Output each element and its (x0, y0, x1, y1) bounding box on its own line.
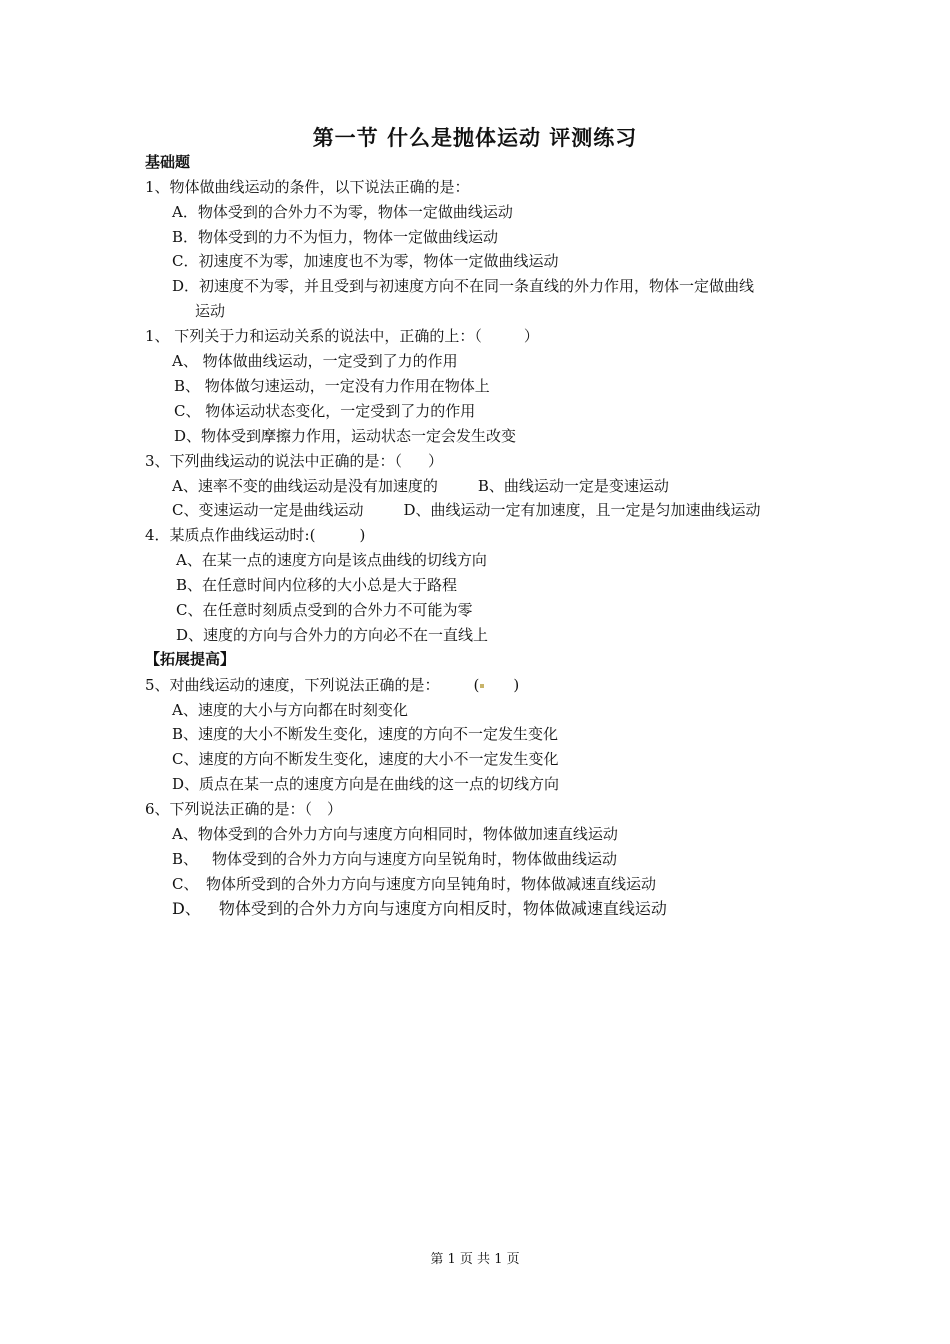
question-6-option-b-label: B、 (172, 850, 199, 868)
question-1-option-d-continued: 运动 (195, 302, 226, 320)
question-5-option-d (172, 774, 559, 794)
question-3-stem (145, 451, 443, 471)
question-6-option-c: C、 物体所受到的合外力方向与速度方向呈钝角时，物体做减速直线运动 (172, 875, 656, 893)
question-3-row-2 (172, 500, 761, 520)
question-3-row-1 (172, 476, 669, 496)
question-3-stem-text: 3、下列曲线运动的说法中正确的是：（ (145, 452, 403, 470)
question-4-option-c: C、在任意时刻质点受到的合外力不可能为零 (176, 601, 473, 619)
question-3-option-c: C、变速运动一定是曲线运动 (172, 501, 364, 519)
question-5-option-a: A、速度的大小与方向都在时刻变化 (172, 701, 408, 719)
question-5-stem (145, 675, 519, 695)
question-6-option-d-text: 物体受到的合外力方向与速度方向相反时，物体做减速直线运动 (218, 899, 667, 918)
question-5-option-c: C、速度的方向不断发生变化，速度的大小不一定发生变化 (172, 750, 559, 768)
question-2-option-b: B、 物体做匀速运动，一定没有力作用在物体上 (174, 377, 490, 395)
question-4-stem-text: 4．某质点作曲线运动时:( (145, 526, 316, 544)
section-heading-basic: 基础题 (145, 153, 191, 171)
question-4-option-b: B、在任意时间内位移的大小总是大于路程 (176, 576, 458, 594)
question-6-stem: 6、下列说法正确的是：（ ） (145, 800, 343, 818)
question-4-stem (145, 525, 365, 545)
question-2-option-a: A、 物体做曲线运动，一定受到了力的作用 (172, 352, 458, 370)
question-4-option-d: D、速度的方向与合外力的方向必不在一直线上 (176, 626, 489, 644)
question-2-option-d: D、物体受到摩擦力作用，运动状态一定会发生改变 (174, 427, 517, 445)
question-5-paren-close: ) (513, 676, 520, 694)
question-2-stem (145, 326, 539, 346)
question-6-option-b-part-1: 物体受到的合外力方向与速度方向呈锐角时， (212, 850, 513, 868)
scan-mark (480, 684, 484, 688)
question-3-option-a: A、速率不变的曲线运动是没有加速度的 (172, 477, 438, 495)
question-1-option-c: C．初速度不为零，加速度也不为零，物体一定做曲线运动 (172, 252, 559, 270)
question-5-option-b: B、速度的大小不断发生变化，速度的方向不一定发生变化 (172, 725, 559, 743)
question-3-option-d: D、曲线运动一定有加速度，且一定是匀加速曲线运动 (403, 501, 761, 519)
question-2-option-c: C、 物体运动状态变化，一定受到了力的作用 (174, 402, 476, 420)
question-5-option-d-part-1: D、质点在某 (172, 775, 260, 793)
question-6-option-a: A、物体受到的合外力方向与速度方向相同时，物体做加速直线运动 (172, 825, 618, 843)
question-6-option-d-label: D、 (172, 899, 201, 918)
question-2-paren-close: ） (523, 327, 539, 345)
page-footer: 第 1 页 共 1 页 (430, 1252, 520, 1267)
question-2-stem-text: 1、 下列关于力和运动关系的说法中，正确的上：（ (145, 327, 482, 345)
question-1-stem: 1、物体做曲线运动的条件，以下说法正确的是： (145, 178, 470, 196)
question-5-paren-open: ( (473, 676, 480, 694)
question-5-option-d-part-2: 一点的速度方向是在曲线的这一点的切线方向 (259, 775, 560, 793)
question-6-option-b (172, 849, 617, 869)
question-1-option-b: B．物体受到的力不为恒力，物体一定做曲线运动 (172, 228, 499, 246)
question-1-option-a: A．物体受到的合外力不为零，物体一定做曲线运动 (172, 203, 513, 221)
question-4-paren-close: ) (359, 526, 366, 544)
page-title: 第一节 什么是抛体运动 评测练习 (312, 126, 638, 150)
section-heading-extension: 【拓展提高】 (145, 650, 236, 668)
question-1-option-d: D．初速度不为零，并且受到与初速度方向不在同一条直线的外力作用，物体一定做曲线 (172, 277, 755, 295)
question-4-option-a: A、在某一点的速度方向是该点曲线的切线方向 (176, 551, 487, 569)
question-6-option-b-part-2: 物体做曲线运动 (512, 850, 618, 868)
question-5-stem-text: 5、对曲线运动的速度，下列说法正确的是： (145, 676, 440, 694)
question-6-option-d (172, 899, 667, 919)
question-3-option-b: B、曲线运动一定是变速运动 (477, 477, 669, 495)
question-3-paren-close: ） (428, 452, 444, 470)
